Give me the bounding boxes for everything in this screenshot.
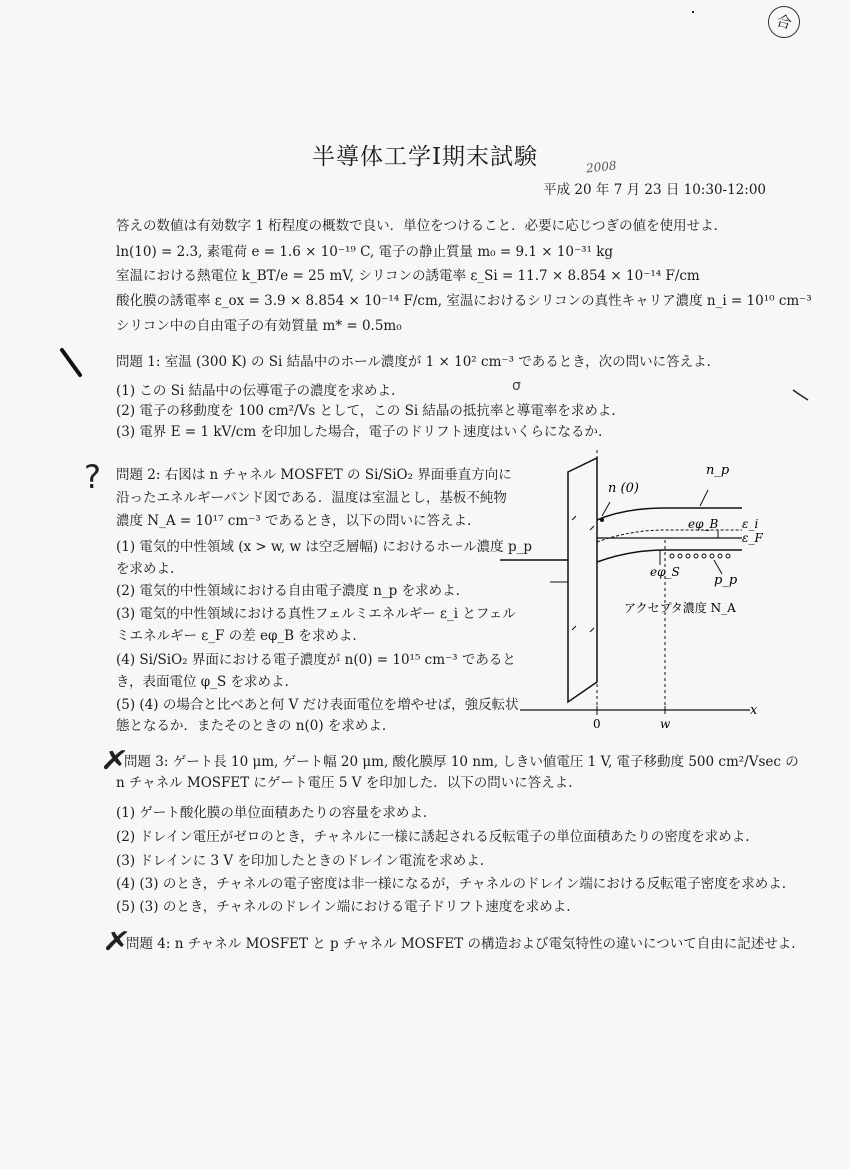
q2-line: 態となるか．またそのときの n(0) を求めよ. [116,718,387,734]
q2-line: (5) (4) の場合と比べあと何 V だけ表面電位を増やせば，強反転状 [116,697,519,713]
handwritten-question-mark: ? [84,458,101,496]
q3-heading: 問題 3: ゲート長 10 μm, ゲート幅 20 μm, 酸化膜厚 10 nm, しきい値電圧 1 V, 電子移動度 500 cm²/Vsec の [124,754,799,770]
handwritten-year: 2008 [585,158,618,176]
label-acceptor: アクセプタ濃度 N_A [624,601,736,615]
q2-line: (4) Si/SiO₂ 界面における電子濃度が n(0) = 10¹⁵ cm⁻³ であると [116,652,516,668]
q3-heading-cont: n チャネル MOSFET にゲート電圧 5 V を印加した．以下の問いに答えよ. [116,775,573,791]
q3-item: (5) (3) のとき，チャネルのドレイン端における電子ドリフト速度を求めよ. [116,899,571,915]
label-ephiS: eφ_S [650,565,680,579]
intro-line: ln(10) = 2.3, 素電荷 e = 1.6 × 10⁻¹⁹ C, 電子の静止質量 m₀ = 9.1 × 10⁻³¹ kg [116,244,614,260]
label-eF: ε_F [742,531,763,545]
q2-line: ミエネルギー ε_F の差 eφ_B を求めよ. [116,628,357,644]
label-x: x [750,703,758,718]
q1-item: (3) 電界 E = 1 kV/cm を印加した場合，電子のドリフト速度はいくらになるか. [116,424,603,440]
intro-line: 室温における熱電位 k_BT/e = 25 mV, シリコンの誘電率 ε_Si = 11.7 × 8.854 × 10⁻¹⁴ F/cm [116,268,700,284]
handwritten-cross-mark: ✗ [99,746,131,776]
q2-line: (2) 電気的中性領域における自由電子濃度 n_p を求めよ. [116,583,460,599]
oxide-layer [568,458,597,702]
q2-line: き，表面電位 φ_S を求めよ. [116,674,289,690]
q2-line: 濃度 N_A = 10¹⁷ cm⁻³ であるとき，以下の問いに答えよ. [116,513,472,529]
label-np: n_p [706,463,730,478]
q1-heading: 問題 1: 室温 (300 K) の Si 結晶中のホール濃度が 1 × 10² cm⁻³ であるとき，次の問いに答えよ. [116,354,711,370]
q2-line: 問題 2: 右図は n チャネル MOSFET の Si/SiO₂ 界面垂直方向に [116,467,512,483]
q2-line: 沿ったエネルギーバンド図である．温度は室温とし，基板不純物 [116,490,507,506]
label-pp: p_p [714,573,738,588]
conduction-band [597,508,742,520]
label-w: w [660,717,671,731]
label-n0: n (0) [608,481,639,496]
intro-line: 酸化膜の誘電率 ε_ox = 3.9 × 8.854 × 10⁻¹⁴ F/cm, 室温におけるシリコンの真性キャリア濃度 n_i = 10¹⁰ cm⁻³ [116,293,812,309]
label-ei: ε_i [742,517,759,531]
label-ephiB: eφ_B [688,517,719,531]
handwritten-cross-mark: ✗ [101,927,133,957]
q2-line: を求めよ. [116,561,175,577]
intro-line: 答えの数値は有効数字 1 桁程度の概数で良い．単位をつけること．必要に応じつぎの値を使用せよ． [116,218,728,234]
handwritten-sigma: σ [512,378,521,394]
q3-item: (4) (3) のとき，チャネルの電子密度は非一様になるが，チャネルのドレイン端における反転電子密度を求めよ. [116,876,787,892]
q1-item: (1) この Si 結晶中の伝導電子の濃度を求めよ. [116,383,396,399]
intrinsic-level [597,530,742,542]
q2-line: (1) 電気的中性領域 (x > w, w は空乏層幅) におけるホール濃度 p_p [116,539,532,555]
band-diagram [500,450,780,735]
corner-mark-text: 合 [774,11,794,33]
intro-line: シリコン中の自由電子の有効質量 m* = 0.5m₀ [116,318,402,334]
q3-item: (3) ドレインに 3 V を印加したときのドレイン電流を求めよ. [116,853,485,869]
q3-item: (2) ドレイン電圧がゼロのとき，チャネルに一様に誘起される反転電子の単位面積あたりの密度を求めよ. [116,829,750,845]
q4-heading: 問題 4: n チャネル MOSFET と p チャネル MOSFET の構造および電気特性の違いについて自由に記述せよ. [126,936,796,952]
q3-item: (1) ゲート酸化膜の単位面積あたりの容量を求めよ. [116,805,428,821]
q2-line: (3) 電気的中性領域における真性フェルミエネルギー ε_i とフェル [116,606,516,622]
page-title: 半導体工学Ⅰ期末試験 [311,144,539,170]
label-zero: 0 [593,717,601,731]
q1-item: (2) 電子の移動度を 100 cm²/Vs として，この Si 結晶の抵抗率と導電率を求めよ. [116,403,616,419]
exam-date: 平成 20 年 7 月 23 日 10:30-12:00 [543,182,766,198]
